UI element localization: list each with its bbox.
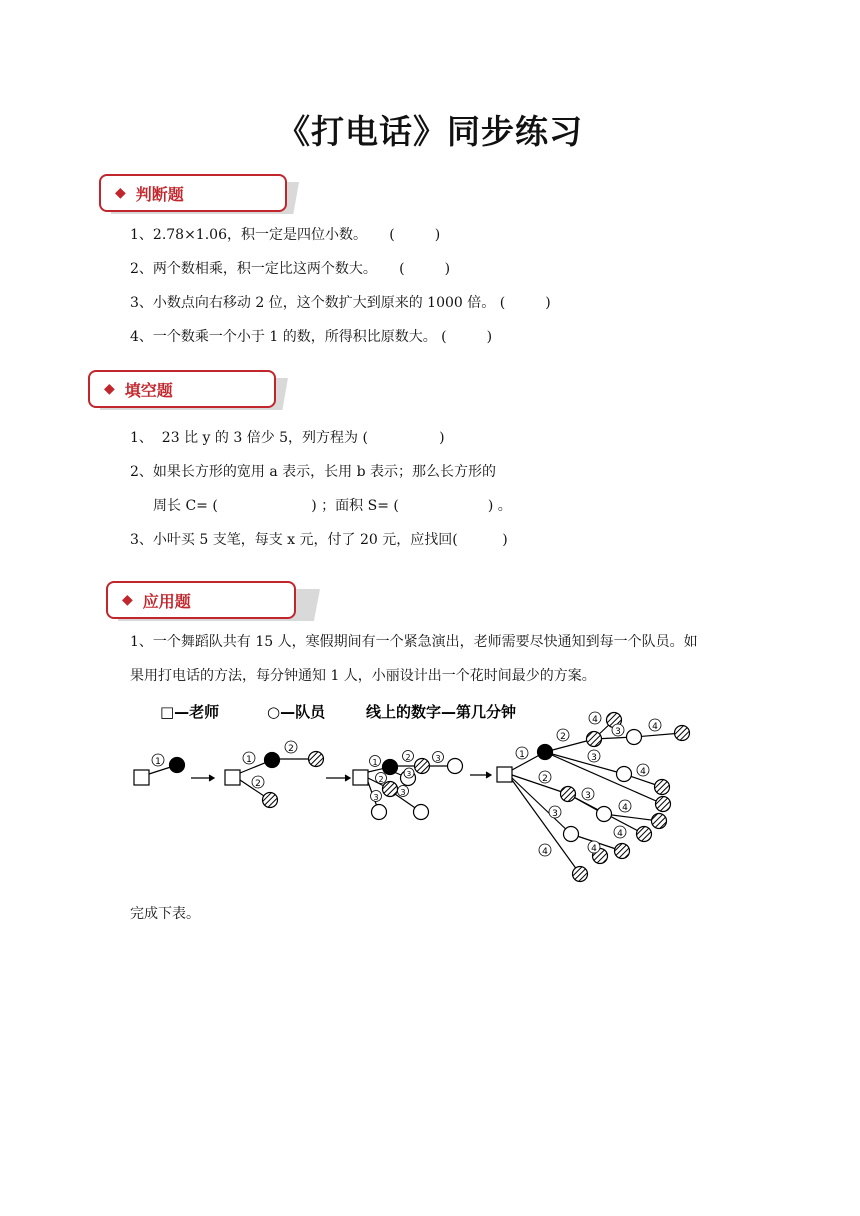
legend-teacher: □—老师 xyxy=(160,703,220,721)
member-black xyxy=(170,758,185,773)
section-label-box xyxy=(99,174,287,212)
section-label-box xyxy=(106,581,296,619)
diamond-icon: ◆ xyxy=(104,381,115,397)
svg-text:4: 4 xyxy=(622,803,628,813)
svg-text:2: 2 xyxy=(255,779,261,789)
section-fill-header xyxy=(88,370,280,410)
section-label: 应用题 xyxy=(142,591,191,611)
stage-4 xyxy=(497,712,690,882)
teacher-square xyxy=(353,770,368,785)
legend-minute: 线上的数字—第几分钟 xyxy=(366,703,517,721)
judge-item-3: 3、小数点向右移动 2 位，这个数扩大到原来的 1000 倍。 ( ) xyxy=(130,295,551,311)
svg-text:3: 3 xyxy=(406,770,412,778)
judge-item-1: 1、2.78×1.06，积一定是四位小数。 ( ) xyxy=(130,227,441,243)
fill-item-2b: 周长 C= ( ) ；面积 S= ( ) 。 xyxy=(153,498,512,514)
arrow-right-icon xyxy=(470,772,491,778)
fill-item-1: 1、 23 比 y 的 3 倍少 5，列方程为 ( ) xyxy=(130,430,445,446)
diamond-icon: ◆ xyxy=(115,185,126,201)
svg-text:4: 4 xyxy=(592,715,598,725)
apply-paragraph-line2: 果用打电话的方法，每分钟通知 1 人，小丽设计出一个花时间最少的方案。 xyxy=(130,668,596,684)
svg-text:1: 1 xyxy=(246,755,252,765)
svg-text:3: 3 xyxy=(585,791,591,801)
svg-text:4: 4 xyxy=(640,767,646,777)
svg-text:2: 2 xyxy=(405,753,411,762)
svg-text:2: 2 xyxy=(288,744,294,754)
svg-text:2: 2 xyxy=(560,732,566,742)
svg-text:2: 2 xyxy=(542,774,548,784)
diamond-icon: ◆ xyxy=(122,592,133,608)
fill-item-3: 3、小叶买 5 支笔，每支 x 元，付了 20 元，应找回( ) xyxy=(130,532,508,548)
section-label: 判断题 xyxy=(135,184,184,204)
page-title: 《打电话》同步练习 xyxy=(277,112,583,151)
teacher-square xyxy=(134,770,149,785)
svg-text:3: 3 xyxy=(615,727,621,737)
svg-text:3: 3 xyxy=(400,788,406,797)
section-label: 填空题 xyxy=(124,380,173,400)
apply-paragraph-line1: 1、一个舞蹈队共有 15 人，寒假期间有一个紧急演出，老师需要尽快通知到每一个队员。如 xyxy=(130,634,698,650)
svg-text:4: 4 xyxy=(652,722,658,732)
svg-text:3: 3 xyxy=(373,793,379,802)
svg-text:1: 1 xyxy=(372,758,378,767)
stage-3 xyxy=(353,751,463,820)
svg-text:4: 4 xyxy=(542,847,548,857)
stage-2 xyxy=(225,741,324,808)
svg-text:3: 3 xyxy=(552,809,558,819)
judge-item-2: 2、两个数相乘，积一定比这两个数大。 ( ) xyxy=(130,261,451,277)
section-apply-header xyxy=(106,581,312,621)
svg-text:3: 3 xyxy=(591,753,597,763)
judge-item-4: 4、一个数乘一个小于 1 的数，所得积比原数大。 ( ) xyxy=(130,329,493,345)
stage-1 xyxy=(134,754,185,785)
svg-text:4: 4 xyxy=(591,844,597,854)
teacher-square xyxy=(497,767,512,782)
svg-text:3: 3 xyxy=(435,754,441,763)
section-judge-header xyxy=(99,174,291,214)
svg-text:1: 1 xyxy=(155,757,161,767)
phone-tree-diagram xyxy=(0,690,860,890)
svg-text:2: 2 xyxy=(378,775,384,784)
teacher-square xyxy=(225,770,240,785)
arrow-right-icon xyxy=(191,775,214,781)
svg-text:1: 1 xyxy=(519,750,525,760)
complete-table-instruction: 完成下表。 xyxy=(130,906,200,922)
arrow-right-icon xyxy=(326,775,350,781)
fill-item-2: 2、如果长方形的宽用 a 表示，长用 b 表示；那么长方形的 xyxy=(130,464,497,480)
section-label-box xyxy=(88,370,276,408)
diagram-legend xyxy=(160,703,516,721)
legend-member: ○—队员 xyxy=(267,703,326,721)
svg-text:4: 4 xyxy=(617,829,623,839)
